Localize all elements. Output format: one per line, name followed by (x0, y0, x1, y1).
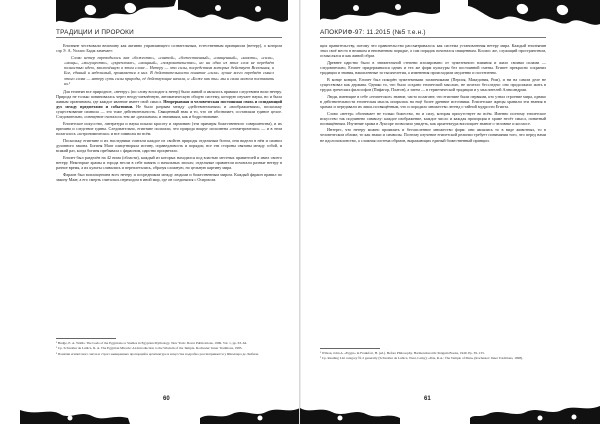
paragraph: Слово «нетер» обозначает не только божество, но и силу, которая присутствует во всём. Именно поэтому египетское искусство так подчинено символу: каждое изображение, каждое число и каждая пропорция в храме несёт смысл, понятный посвящённым. Изучение храма в Луксоре позволило увидеть, как архитектура воплощает знание о человеке и космосе. (320, 110, 546, 126)
paragraph: Египтяне чествовали величину как активно управляющего сознательным, естественным принципом (нетеру), о котором сэр Э. А. Уоллис Бадж замечает: (56, 43, 282, 54)
paragraph-text: Не было разрыва между «действительным» и «воображаемым», поскольку существование символа — это тоже действительность. Священный знак и то, что он обозначает, составляли единое целое. Следовательно, освещение считалось тем же «реальным» и значимым, как и бодрствование. (56, 104, 282, 120)
header-rule (320, 37, 546, 38)
block-quote: Слово нетер переводилось как «божество», «святой», «божественный», «священный», «власть», «сила», «мощь», «могущество», «укрепление», «мощный», «покровительство», но ни одно из этих слов не передаёт полностью идею, заключённую в этом слове… Нетеру — это силы, посредством которых действует Вселенная, и Бог, единый и неделимый, проявляется в них. В действительности понятие «сила» лучше всего передаёт смысл этого слова — нетеру суть силы природы, её действующие начала, и «Боже как ты» мы и сами можем поставить их.¹ (64, 55, 274, 86)
paragraph: Египетское искусство, литература и наука искали красоту и гармонию (эти примеры божественного совершенства), и их причина и следствие едины. Следовательно, египтяне полагали, что природа вокруг исполнена «геометрически» — и в этом полагалось «астрономически» и все символы во всём. (56, 120, 282, 137)
footnotes (320, 348, 546, 362)
top-left-ornament-icon (56, 0, 176, 28)
top-right-ornament-icon (468, 0, 600, 28)
footnote: ¹ Budge, E. A. Wallis. The Gods of the Egyptians or Studies in Egyptian Mythology. New York: Dover Publications, 1969. Vol. 1, pp. 63–64. (56, 341, 247, 345)
footnote: ² Cp. Schwaller de Lubicz, R. A. The Egyptian Miracle: An Introduction to the Wisdom of the Temple. Rochester: Inner Traditions, 1985. (56, 346, 243, 351)
bottom-right-ornament-icon (200, 400, 300, 424)
page-number: 61 (424, 396, 431, 402)
body-text (56, 43, 282, 183)
footnote-rule (56, 338, 116, 339)
paragraph-text: Для египтян все природное, «нетеру» (по слову восходит к нетер) было живой и являлось прямым следствием воли нетеру. Природа не только повиновалась через неоду-шевлённую, автоматическую общую систему, которую изучает наука, но и была живым организмом, где каждое явление имеет свой смысл. (56, 88, 282, 104)
page-number: 60 (163, 396, 170, 402)
paragraph: Интерес, что нетеру можно проявлять и бесчисленное множество форм: они являлись то в виде животных, то в человеческом облике, то как знаки и символы. Поэтому изучение египетской религии требует понимания того, что перед нами не идолопоклонство, а сложная система образов, выражающих единый божественный принцип. (320, 127, 546, 143)
header-rule (56, 37, 282, 38)
footnotes (56, 338, 282, 357)
top-right-ornament-icon (178, 0, 288, 28)
paragraph: Люди, имеющие в себе «египетское» знание, часто полагают, что египтяне были первыми, кто узнал строение мира, однако в действительности египетская мысль опиралась на ещё более древние источники. Египетские жрецы хранили эти знания в храмах и передавали их лишь посвящённым, что и породило множество легенд о тайной мудрости Египта. (320, 93, 546, 109)
paragraph: Поскольку египтяне и их наследники считали каждое из свойств природы отдельным богом, они видели в нём и символ духовного закона. Богиня Маат олицетворяла истину, справедливость и порядок; все эти стороны связаны между собой, и всякий раз, когда богиня пребывала с фараоном, царство процветало. (56, 137, 282, 153)
top-left-ornament-icon (320, 0, 440, 28)
bottom-right-ornament-icon (470, 400, 600, 424)
running-head: ТРАДИЦИИ И ПРОРОКИ (56, 29, 134, 36)
paragraph: Египет был разделён на 42 нома (области), каждый из которых находился под властью местных правителей и имел своего нетеру. Некоторые храмы и города несли в себе память о начальных эпохах; отдельные правители почитали разные нетеру в разное время, а их культы сливались и переплетались, образуя сложную, но цельную картину мира. (56, 154, 282, 170)
footnote: ¹ Wilson, John A. «Egypt» in Frankfort, H. (ed.). Before Philosophy. Harmondsworth: Penguin Books, 1949. Pp. 39–133. (320, 351, 485, 355)
bottom-left-ornament-icon (300, 400, 400, 424)
footnote: ² Cp. Reading List category № 2 generally (Schwaller de Lubicz, West, Lamy); «Ibis, R.A.: The Temple of Man» (Rochester: Inner Traditions, 1998). (320, 356, 523, 361)
footnote-rule (320, 348, 380, 349)
paragraph: Древнее царство было в значительной степени изолировано от чужеземного влияния и жило своими силами — следовательно, Египет придерживался одних и тех же форм культуры без постоянной смены. Египет прекрасно сохранил традиции и знания, накопленные за тысячелетия, а изменения происходили медленно и постепенно. (320, 59, 546, 76)
right-page (300, 0, 600, 424)
paragraph: щих правительству, потому что правительство рассматривалось как система установленная нетеру мира. Каждый египтянин знал своё место в великом и неизменном порядке, а сам порядок почитался священным. Космос же, служащий пространством, осмыслялся и как живой образ. (320, 43, 546, 59)
body-text (320, 43, 546, 144)
running-head: АПОКРИФ-97: 11.2015 (№5 т.е.н.) (320, 29, 426, 36)
paragraph: В конце концов, Египет был покорён чужеземными захватчиками (Персия, Македония, Рим), и ни на самом деле не существовал как держава. Однако то, что было создано египетской мыслью, не исчезло бесследно: оно продолжило жить в трудах греческих философов (Пифагор, Платон), а затем — в герметической традиции и у мыслителей Александрии. (320, 76, 546, 92)
paragraph: Фараон был воплощением всех нетеру и посредником между людьми и божественным миром. Каждый фараон правил по закону Маат, а его смерть считалась переходом в иной мир, где он соединялся с Осирисом. (56, 171, 282, 182)
bottom-left-ornament-icon (20, 400, 130, 424)
paragraph (56, 89, 282, 120)
bold-phrase: Непрерывная и человеческая постоянная связь и созидающий дух между предметами и событиями. (56, 98, 282, 110)
footnote: ³ Понятие египетского числа и строго выверенных пропорций в архитектуре и искусстве подробно рассматривается у Шваллера де Любича. (56, 351, 259, 356)
